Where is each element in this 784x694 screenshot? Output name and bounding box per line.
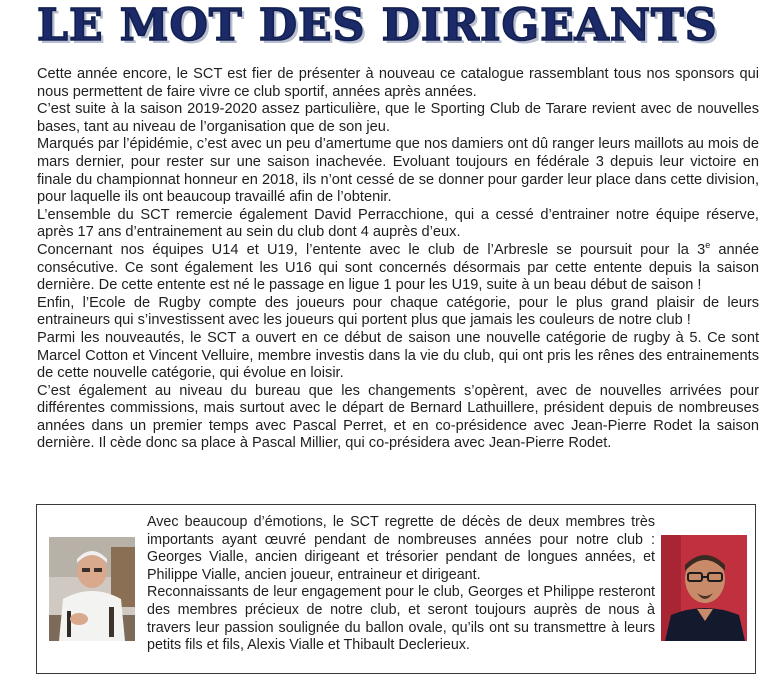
photo-georges-vialle [49,537,135,641]
tribute-text [147,514,655,655]
tribute-paragraph-1: Avec beaucoup d’émotions, le SCT regrette de décès de deux membres très importants ayant œuvré pendant de nombreuses années pour notre club : Georges Vialle, ancien dirigeant et trésorier pendant de longues années, et Philippe Vialle, ancien joueur, entraineur et dirigeant. [147,514,655,583]
paragraph-new-category: Parmi les nouveautés, le SCT a ouvert en ce début de saison une nouvelle catégorie de rugby à 5. Ce sont Marcel Cotton et Vincent Velluire, membre investis dans la vie du club, qui ont pris les rênes des entrainements de cette nouvelle catégorie, qui évolue en loisir. [37,329,759,382]
paragraph-season: C’est suite à la saison 2019-2020 assez particulière, que le Sporting Club de Tarare revient avec de nouvelles bases, tant au niveau de l’organisation que de son jeu. [37,101,759,135]
article-body [37,66,759,453]
tribute-box [36,504,756,674]
paragraph-epidemic: Marqués par l’épidémie, c’est avec un peu d’amertume que nos damiers ont dû ranger leurs maillots au mois de mars dernier, pour rester sur une saison inachevée. Evoluant toujours en fédérale 3 depuis leur victoire en finale du championnat honneur en 2018, ils n’ont cessé de se donner pour garder leur place dans cette division, pour laquelle ils ont beaucoup travaillé afin de l’obtenir. [37,136,759,206]
photo-philippe-vialle [661,535,747,641]
page-title: LE MOT DES DIRIGEANTS [37,0,718,51]
paragraph-youth-teams: Concernant nos équipes U14 et U19, l’entente avec le club de l’Arbresle se poursuit pour la 3e année consécutive. Ce sont également les U16 qui sont concernés désormais par cette entente depuis la saison dernière. De cette entente est né le passage en ligue 1 pour les U19, suite à un beau début de saison ! [37,240,759,294]
paragraph-thanks: L’ensemble du SCT remercie également David Perracchione, qui a cessé d’entrainer notre équipe réserve, après 17 ans d’entrainement au sein du club dont 4 auprès d’eux. [37,206,759,241]
paragraph-rugby-school: Enfin, l’Ecole de Rugby compte des joueurs pour chaque catégorie, pour le plus grand plaisir de leurs entraineurs qui s’investissent avec les joueurs qui portent plus que jamais les couleurs de notre club ! [37,294,759,329]
tribute-paragraph-2: Reconnaissants de leur engagement pour le club, Georges et Philippe resteront des membres précieux de notre club, et seront toujours auprès de nous à travers leur passion soulignée du ballon ovale, qu’ils ont su transmettre à leurs petits fils et fils, Alexis Vialle et Thibault Declerieux. [147,584,655,654]
paragraph-board-changes: C’est également au niveau du bureau que les changements s’opèrent, avec de nouvelles arrivées pour différentes commissions, mais surtout avec le départ de Bernard Lathuillere, président depuis de nombreuses années dans un premier temps avec Pascal Perret, et en co-présidence avec Jean-Pierre Rodet la saison dernière. Il cède donc sa place à Pascal Millier, qui co-présidera avec Jean-Pierre Rodet. [37,382,759,452]
paragraph-intro: Cette année encore, le SCT est fier de présenter à nouveau ce catalogue rassemblant tous nos sponsors qui nous permettent de faire vivre ce club sportif, années après années. [37,66,759,100]
